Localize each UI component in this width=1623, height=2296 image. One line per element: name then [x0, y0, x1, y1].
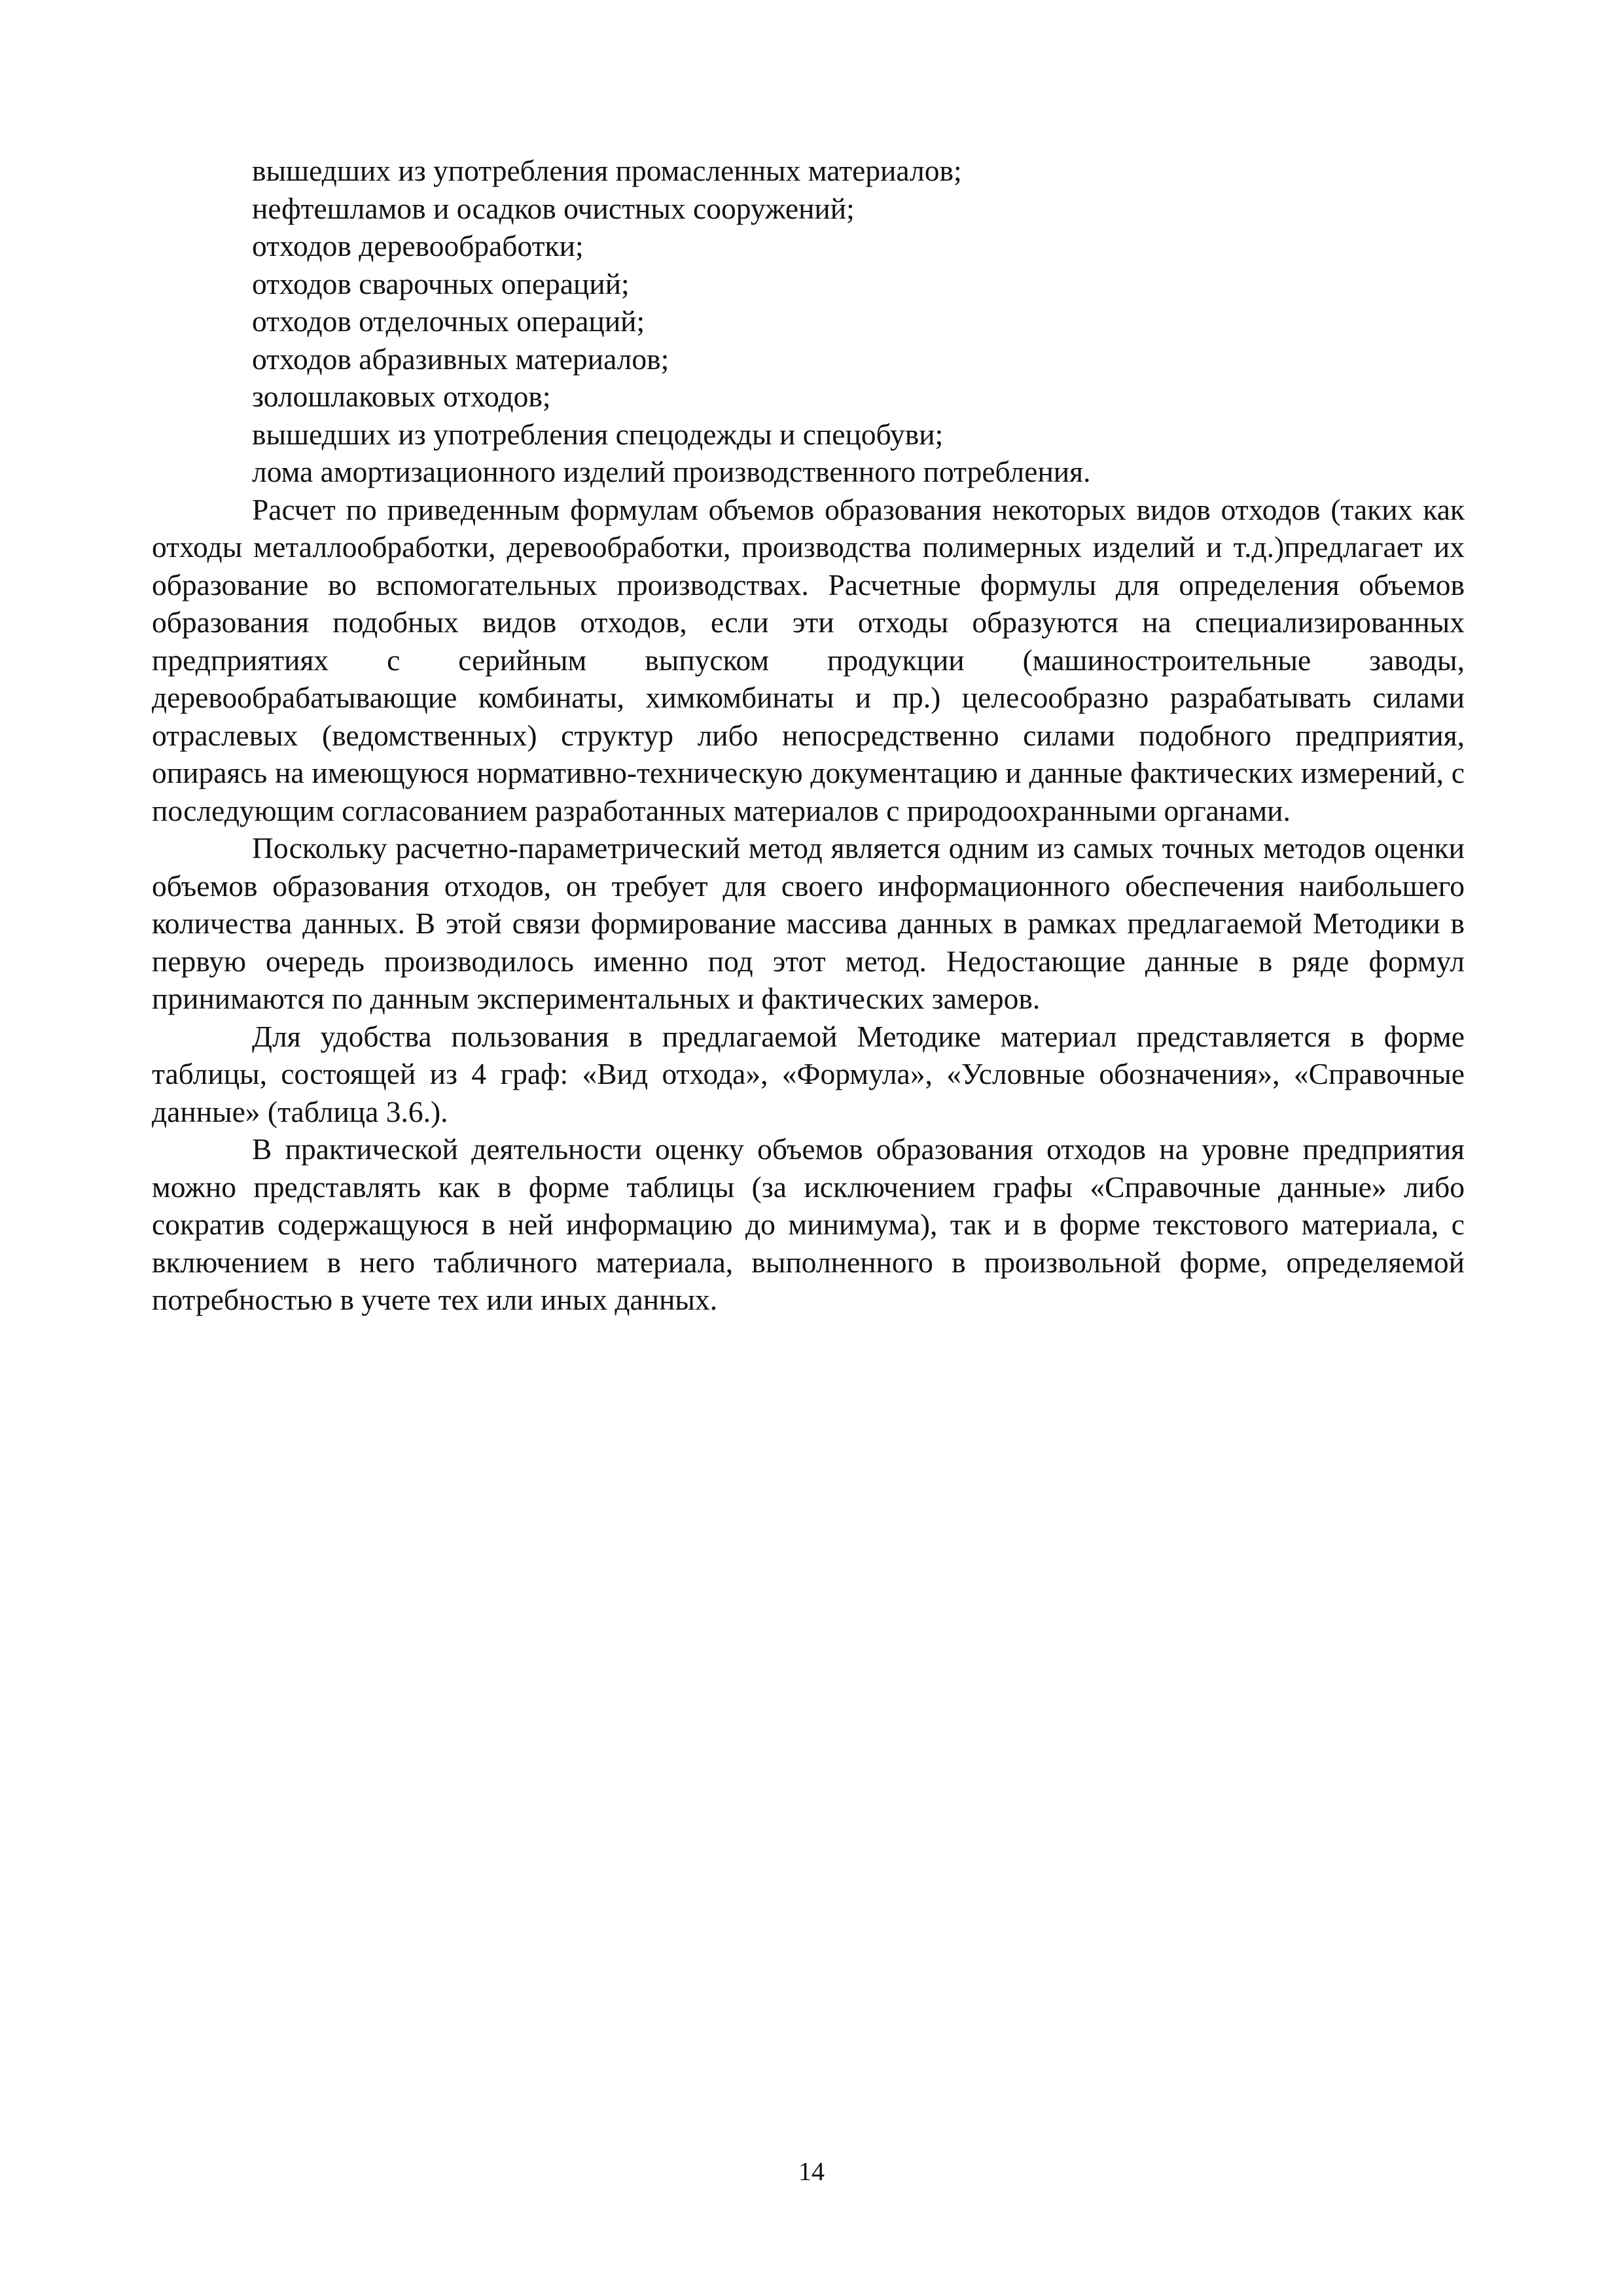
paragraph-calculation: Расчет по приведенным формулам объемов образования некоторых видов отходов (таких как отходы металлообработки, деревообработки, производства полимерных изделий и т.д.)предлагает их образование во вспомогательных производствах. Расчетные формулы для определения объемов образования подобных видов отходов, если эти отходы образуются на специализированных предприятиях с серийным выпуском продукции (машиностроительные заводы, деревообрабатывающие комбинаты, химкомбинаты и пр.) целесообразно разрабатывать силами отраслевых (ведомственных) структур либо непосредственно силами подобного предприятия, опираясь на имеющуюся нормативно-техническую документацию и данные фактических измерений, с последующим согласованием разработанных материалов с природоохранными органами. — [152, 492, 1465, 827]
paragraph-table-format: Для удобства пользования в предлагаемой Методике материал представляется в форме таблицы, состоящей из 4 граф: «Вид отхода», «Формула», «Условные обозначения», «Справочные данные» (таблица 3.6.). — [152, 1019, 1465, 1128]
list-item: отходов абразивных материалов; — [252, 342, 669, 376]
paragraph-practice: В практической деятельности оценку объемов образования отходов на уровне предприятия можно представлять как в форме таблицы (за исключением графы «Справочные данные» либо сократив содержащуюся в ней информацию до минимума), так и в форме текстового материала, с включением в него табличного материала, выполненного в произвольной форме, определяемой потребностью в учете тех или иных данных. — [152, 1132, 1465, 1316]
waste-types-list — [152, 152, 1465, 491]
list-item: отходов отделочных операций; — [252, 304, 645, 338]
list-item: лома амортизационного изделий производственного потребления. — [252, 455, 1091, 488]
page-number: 14 — [798, 2157, 825, 2186]
list-item: золошлаковых отходов; — [252, 380, 551, 413]
list-item: отходов деревообработки; — [252, 229, 584, 262]
list-item: отходов сварочных операций; — [252, 266, 630, 300]
list-item: вышедших из употребления спецодежды и спецобуви; — [252, 417, 944, 451]
paragraph-method: Поскольку расчетно-параметрический метод является одним из самых точных методов оценки объемов образования отходов, он требует для своего информационного обеспечения наибольшего количества данных. В этой связи формирование массива данных в рамках предлагаемой Методики в первую очередь производилось именно под этот метод. Недостающие данные в ряде формул принимаются по данным экспериментальных и фактических замеров. — [152, 831, 1465, 1015]
list-item: нефтешламов и осадков очистных сооружений; — [252, 191, 855, 225]
list-item: вышедших из употребления промасленных материалов; — [252, 154, 962, 187]
body-text — [152, 152, 1465, 1319]
